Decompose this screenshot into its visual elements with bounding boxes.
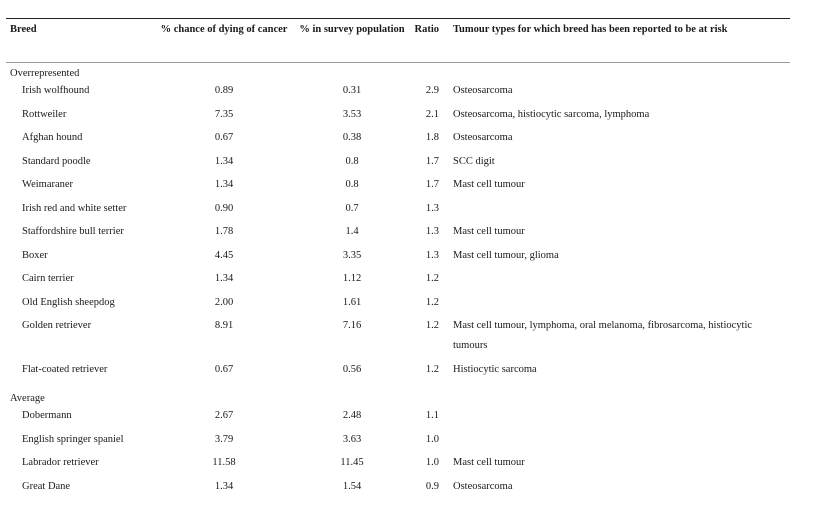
breed-cell: Irish wolfhound [22,85,90,96]
tumour-types-cell: Histiocytic sarcoma [453,364,537,375]
breed-cell: Flat-coated retriever [22,364,108,375]
survey-population-cell: 0.31 [342,85,362,96]
header-percent-dying: % chance of dying of cancer [160,24,288,35]
breed-cell: Dobermann [22,410,72,421]
ratio-cell: 2.1 [425,109,439,120]
ratio-cell: 1.7 [425,179,439,190]
tumour-types-cell: Mast cell tumour, glioma [453,250,559,261]
breed-cell: Boxer [22,250,48,261]
survey-population-cell: 0.56 [342,364,362,375]
percent-dying-cell: 3.79 [214,434,234,445]
header-ratio: Ratio [414,24,439,35]
percent-dying-cell: 1.78 [214,226,234,237]
ratio-cell: 1.3 [425,203,439,214]
breed-cell: Labrador retriever [22,457,99,468]
table-top-rule [6,18,790,19]
header-tumour-types: Tumour types for which breed has been reported to be at risk [453,24,728,35]
survey-population-cell: 3.53 [342,109,362,120]
percent-dying-cell: 0.89 [214,85,234,96]
tumour-types-cell: Mast cell tumour [453,226,525,237]
ratio-cell: 2.9 [425,85,439,96]
breed-cell: Staffordshire bull terrier [22,226,124,237]
header-breed: Breed [10,24,37,35]
group-label-overrepresented: Overrepresented [10,68,80,79]
percent-dying-cell: 11.58 [212,457,236,468]
ratio-cell: 1.3 [425,250,439,261]
breed-cell: English springer spaniel [22,434,124,445]
ratio-cell: 1.0 [425,434,439,445]
percent-dying-cell: 2.67 [214,410,234,421]
breed-cell: Cairn terrier [22,273,74,284]
tumour-types-cell: Mast cell tumour, lymphoma, oral melanoma, fibrosarcoma, histiocytic [453,320,753,331]
survey-population-cell: 3.63 [342,434,362,445]
breed-cell: Irish red and white setter [22,203,127,214]
tumour-types-cell: Mast cell tumour [453,179,525,190]
breed-cell: Great Dane [22,481,71,492]
breed-cell: Weimaraner [22,179,74,190]
ratio-cell: 1.8 [425,132,439,143]
survey-population-cell: 1.4 [345,226,359,237]
percent-dying-cell: 8.91 [214,320,234,331]
survey-population-cell: 0.7 [345,203,359,214]
survey-population-cell: 0.8 [345,156,359,167]
tumour-types-cell: SCC digit [453,156,495,167]
survey-population-cell: 2.48 [342,410,362,421]
tumour-types-cell: Osteosarcoma [453,85,513,96]
ratio-cell: 1.0 [425,457,439,468]
breed-cell: Golden retriever [22,320,92,331]
survey-population-cell: 3.35 [342,250,362,261]
ratio-cell: 1.2 [425,273,439,284]
breed-cell: Afghan hound [22,132,83,143]
percent-dying-cell: 1.34 [214,156,234,167]
percent-dying-cell: 0.67 [214,364,234,375]
tumour-types-cell-continued: tumours [453,340,488,351]
breed-cell: Old English sheepdog [22,297,115,308]
survey-population-cell: 1.54 [342,481,362,492]
survey-population-cell: 0.8 [345,179,359,190]
tumour-types-cell: Osteosarcoma [453,481,513,492]
header-survey-population: % in survey population [299,24,405,35]
percent-dying-cell: 0.67 [214,132,234,143]
survey-population-cell: 11.45 [340,457,364,468]
ratio-cell: 0.9 [425,481,439,492]
tumour-types-cell: Osteosarcoma [453,132,513,143]
ratio-cell: 1.2 [425,364,439,375]
ratio-cell: 1.3 [425,226,439,237]
percent-dying-cell: 7.35 [214,109,234,120]
header-bottom-rule [6,62,790,63]
breed-cell: Rottweiler [22,109,67,120]
ratio-cell: 1.7 [425,156,439,167]
percent-dying-cell: 1.34 [214,179,234,190]
breed-cell: Standard poodle [22,156,91,167]
ratio-cell: 1.1 [425,410,439,421]
ratio-cell: 1.2 [425,297,439,308]
survey-population-cell: 7.16 [342,320,362,331]
survey-population-cell: 1.61 [342,297,362,308]
tumour-types-cell: Mast cell tumour [453,457,525,468]
percent-dying-cell: 1.34 [214,273,234,284]
ratio-cell: 1.2 [425,320,439,331]
percent-dying-cell: 4.45 [214,250,234,261]
group-label-average: Average [10,393,45,404]
percent-dying-cell: 2.00 [214,297,234,308]
tumour-types-cell: Osteosarcoma, histiocytic sarcoma, lymphoma [453,109,650,120]
percent-dying-cell: 0.90 [214,203,234,214]
survey-population-cell: 0.38 [342,132,362,143]
survey-population-cell: 1.12 [342,273,362,284]
percent-dying-cell: 1.34 [214,481,234,492]
